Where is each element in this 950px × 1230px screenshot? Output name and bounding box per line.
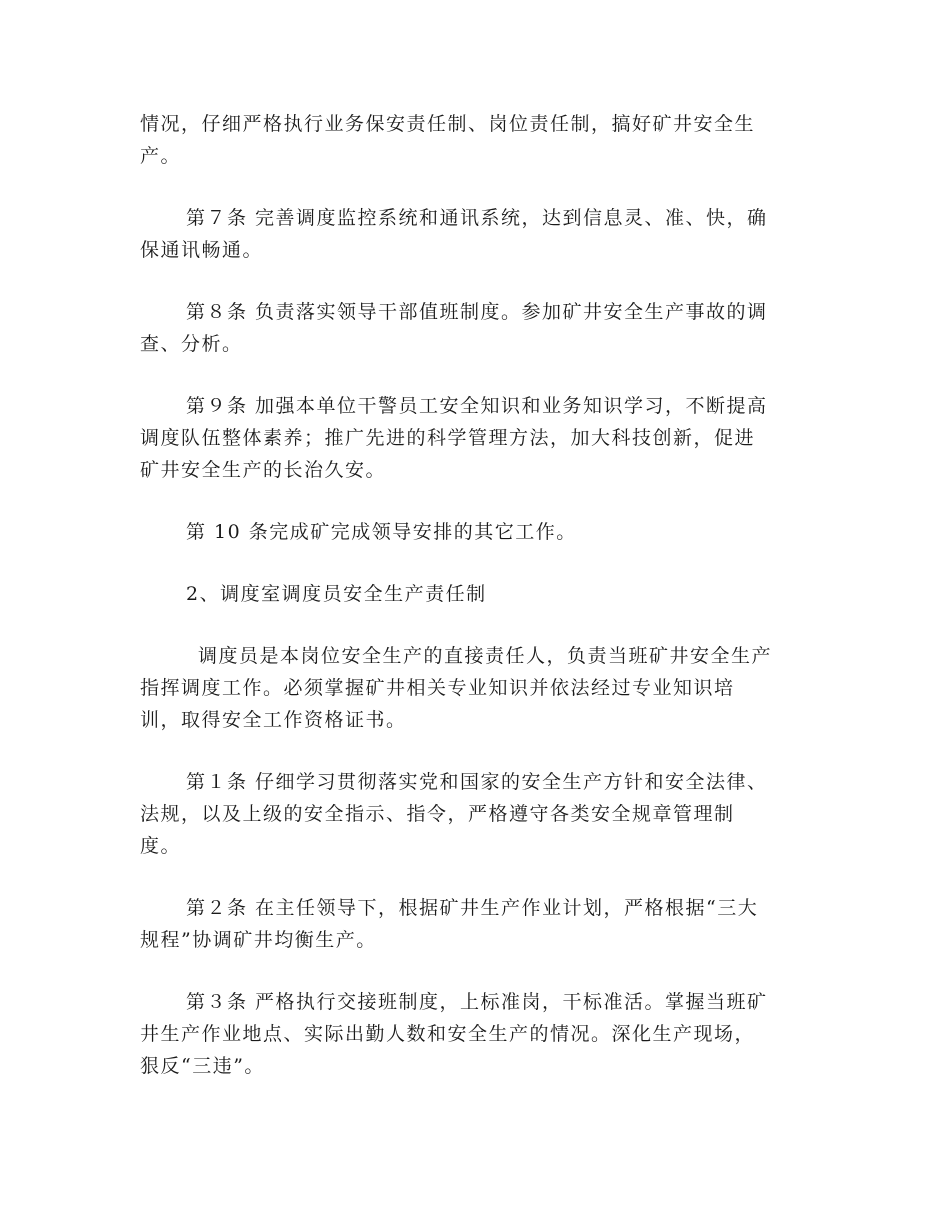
section-title: 2、调度室调度员安全生产责任制 [186, 583, 487, 605]
paragraph-article-3 [140, 986, 810, 1082]
text-line: 第２条 在主任领导下，根据矿井生产作业计划，严格根据“三大 [186, 897, 759, 919]
text-line: 情况，仔细严格执行业务保安责任制、岗位责任制，搞好矿井安全生 [140, 113, 756, 135]
text-line: 第１条 仔细学习贯彻落实党和国家的安全生产方针和安全法律、 [186, 771, 768, 793]
text-line: 调度员是本岗位安全生产的直接责任人，负责当班矿井安全生产 [198, 645, 773, 667]
text-line: 规程”协调矿井均衡生产。 [140, 929, 377, 951]
paragraph-article-8 [140, 296, 810, 360]
text-line: 保通讯畅通。 [140, 239, 264, 261]
text-line: 狠反“三违”。 [140, 1055, 265, 1077]
text-line: 度。 [140, 835, 182, 857]
text-line: 指挥调度工作。必须掌握矿井相关专业知识并依法经过专业知识培 [140, 677, 735, 699]
text-line: 第７条 完善调度监控系统和通讯系统，达到信息灵、准、快，确 [186, 207, 768, 229]
text-line: 调度队伍整体素养；推广先进的科学管理方法，加大科技创新，促进 [140, 427, 756, 449]
paragraph-dispatcher-intro [140, 640, 810, 736]
text-line: 产。 [140, 145, 182, 167]
text-line: 矿井安全生产的长治久安。 [140, 459, 387, 481]
paragraph-article-9 [140, 390, 810, 486]
text-line: 法规，以及上级的安全指示、指令，严格遵守各类安全规章管理制 [140, 803, 735, 825]
text-line: 第３条 严格执行交接班制度，上标准岗，干标准活。掌握当班矿 [186, 991, 768, 1013]
text-line: 第９条 加强本单位干警员工安全知识和业务知识学习，不断提高 [186, 395, 768, 417]
paragraph-article-1 [140, 766, 810, 862]
section-heading [140, 578, 810, 610]
paragraph-article-7 [140, 202, 810, 266]
text-line: 第８条 负责落实领导干部值班制度。参加矿井安全生产事故的调 [186, 301, 768, 323]
text-line: 训，取得安全工作资格证书。 [140, 709, 407, 731]
paragraph-article-2 [140, 892, 810, 956]
text-line: 第 10 条完成矿完成领导安排的其它工作。 [186, 521, 577, 543]
document-body [140, 108, 810, 1082]
text-line: 查、分析。 [140, 333, 243, 355]
paragraph-continuation [140, 108, 810, 172]
text-line: 井生产作业地点、实际出勤人数和安全生产的情况。深化生产现场， [140, 1023, 756, 1045]
paragraph-article-10 [140, 516, 810, 548]
